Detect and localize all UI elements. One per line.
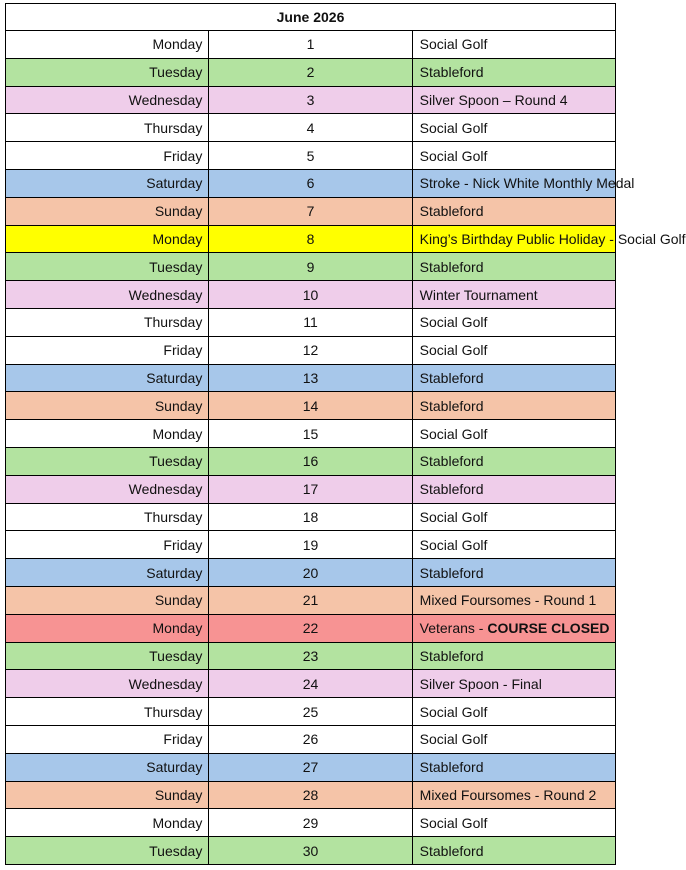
event-text: Stableford: [419, 258, 484, 275]
event-text: Stableford: [419, 842, 484, 859]
event-cell: [412, 753, 615, 781]
day-cell: Friday: [6, 725, 209, 753]
calendar-container: [5, 3, 686, 865]
day-cell: Saturday: [6, 559, 209, 587]
event-cell: [412, 31, 615, 59]
table-row: [6, 586, 616, 614]
day-cell: Tuesday: [6, 642, 209, 670]
event-cell: [412, 809, 615, 837]
event-cell: [412, 420, 615, 448]
table-row: [6, 781, 616, 809]
day-cell: Friday: [6, 336, 209, 364]
date-cell: 9: [209, 253, 412, 281]
event-text: Stableford: [419, 203, 484, 220]
table-row: [6, 336, 616, 364]
date-cell: 4: [209, 114, 412, 142]
table-row: [6, 308, 616, 336]
event-cell: [412, 308, 615, 336]
event-text: Stableford: [419, 481, 484, 498]
event-text: Social Golf: [419, 731, 488, 748]
calendar-table: [5, 3, 686, 865]
event-cell: [412, 475, 615, 503]
date-cell: 24: [209, 670, 412, 698]
event-cell: [412, 725, 615, 753]
table-row: [6, 725, 616, 753]
date-cell: 27: [209, 753, 412, 781]
event-text: Stroke - Nick White Monthly Medal: [419, 175, 635, 192]
day-cell: Thursday: [6, 698, 209, 726]
event-text: Stableford: [419, 759, 484, 776]
day-cell: Sunday: [6, 392, 209, 420]
date-cell: 1: [209, 31, 412, 59]
calendar-body: [6, 31, 686, 865]
date-cell: 6: [209, 169, 412, 197]
event-text: Silver Spoon – Round 4: [419, 91, 568, 108]
event-text: Stableford: [419, 64, 484, 81]
table-row: [6, 86, 616, 114]
event-cell: [412, 837, 615, 865]
event-cell: [412, 86, 615, 114]
event-text: Veterans -: [419, 620, 488, 637]
day-cell: Wednesday: [6, 281, 209, 309]
event-text: Silver Spoon - Final: [419, 675, 542, 692]
date-cell: 18: [209, 503, 412, 531]
date-cell: 19: [209, 531, 412, 559]
table-row: [6, 420, 616, 448]
table-row: [6, 837, 616, 865]
date-cell: 2: [209, 58, 412, 86]
date-cell: 15: [209, 420, 412, 448]
event-cell: [412, 698, 615, 726]
date-cell: 28: [209, 781, 412, 809]
event-cell: [412, 142, 615, 170]
day-cell: Friday: [6, 531, 209, 559]
event-bold-text: COURSE CLOSED: [487, 620, 610, 637]
event-text: Stableford: [419, 647, 484, 664]
event-cell: [412, 253, 615, 281]
event-text: Winter Tournament: [419, 286, 538, 303]
event-cell: [412, 197, 615, 225]
day-cell: Sunday: [6, 781, 209, 809]
table-row: [6, 809, 616, 837]
table-row: [6, 392, 616, 420]
day-cell: Tuesday: [6, 253, 209, 281]
day-cell: Tuesday: [6, 447, 209, 475]
table-row: [6, 253, 616, 281]
table-row: [6, 670, 616, 698]
event-text: Stableford: [419, 397, 484, 414]
day-cell: Wednesday: [6, 86, 209, 114]
day-cell: Friday: [6, 142, 209, 170]
date-cell: 16: [209, 447, 412, 475]
event-text: Social Golf: [419, 36, 488, 53]
event-text: Stableford: [419, 369, 484, 386]
date-cell: 17: [209, 475, 412, 503]
date-cell: 29: [209, 809, 412, 837]
event-cell: [412, 392, 615, 420]
day-cell: Monday: [6, 225, 209, 253]
event-cell: [412, 58, 615, 86]
date-cell: 3: [209, 86, 412, 114]
date-cell: 11: [209, 308, 412, 336]
table-row: [6, 614, 616, 642]
date-cell: 23: [209, 642, 412, 670]
event-text: Social Golf: [419, 147, 488, 164]
date-cell: 25: [209, 698, 412, 726]
date-cell: 14: [209, 392, 412, 420]
event-cell: [412, 336, 615, 364]
day-cell: Monday: [6, 809, 209, 837]
event-text: Social Golf: [419, 508, 488, 525]
table-row: [6, 531, 616, 559]
date-cell: 22: [209, 614, 412, 642]
event-text: Social Golf: [419, 425, 488, 442]
date-cell: 8: [209, 225, 412, 253]
event-cell: [412, 447, 615, 475]
table-header-row: [6, 4, 616, 31]
table-row: [6, 114, 616, 142]
day-cell: Thursday: [6, 503, 209, 531]
table-row: [6, 503, 616, 531]
day-cell: Wednesday: [6, 670, 209, 698]
event-text: Stableford: [419, 564, 484, 581]
table-row: [6, 698, 616, 726]
table-row: [6, 642, 616, 670]
day-cell: Monday: [6, 614, 209, 642]
event-cell: [412, 642, 615, 670]
event-text: Social Golf: [419, 342, 488, 359]
date-cell: 21: [209, 586, 412, 614]
table-row: [6, 753, 616, 781]
day-cell: Sunday: [6, 586, 209, 614]
event-text: Social Golf: [419, 119, 488, 136]
event-text: Mixed Foursomes - Round 1: [419, 592, 597, 609]
event-cell: [412, 670, 615, 698]
table-row: [6, 58, 616, 86]
event-cell: [412, 586, 615, 614]
event-cell: [412, 559, 615, 587]
event-text: Mixed Foursomes - Round 2: [419, 786, 597, 803]
table-row: [6, 169, 616, 197]
day-cell: Monday: [6, 31, 209, 59]
event-cell: [412, 781, 615, 809]
date-cell: 12: [209, 336, 412, 364]
event-text: Social Golf: [419, 314, 488, 331]
event-cell: [412, 364, 615, 392]
event-cell: [412, 531, 615, 559]
table-row: [6, 197, 616, 225]
date-cell: 30: [209, 837, 412, 865]
date-cell: 13: [209, 364, 412, 392]
date-cell: 5: [209, 142, 412, 170]
day-cell: Wednesday: [6, 475, 209, 503]
date-cell: 20: [209, 559, 412, 587]
day-cell: Thursday: [6, 308, 209, 336]
day-cell: Saturday: [6, 364, 209, 392]
day-cell: Tuesday: [6, 837, 209, 865]
event-cell: [412, 169, 635, 197]
day-cell: Saturday: [6, 753, 209, 781]
event-text: Social Golf: [419, 703, 488, 720]
date-cell: 7: [209, 197, 412, 225]
event-cell: [412, 614, 615, 642]
event-text: Stableford: [419, 453, 484, 470]
event-text: Social Golf: [419, 536, 488, 553]
table-row: [6, 447, 616, 475]
day-cell: Saturday: [6, 169, 209, 197]
table-row: [6, 559, 616, 587]
day-cell: Monday: [6, 420, 209, 448]
event-cell: [412, 225, 686, 253]
day-cell: Thursday: [6, 114, 209, 142]
table-row: [6, 225, 616, 253]
event-cell: [412, 281, 615, 309]
day-cell: Tuesday: [6, 58, 209, 86]
table-row: [6, 475, 616, 503]
event-text: King’s Birthday Public Holiday - Social Golf: [419, 230, 686, 247]
date-cell: 26: [209, 725, 412, 753]
date-cell: 10: [209, 281, 412, 309]
day-cell: Sunday: [6, 197, 209, 225]
month-title: June 2026: [6, 4, 616, 31]
event-text: Social Golf: [419, 814, 488, 831]
table-row: [6, 364, 616, 392]
table-row: [6, 31, 616, 59]
event-cell: [412, 503, 615, 531]
table-row: [6, 142, 616, 170]
event-cell: [412, 114, 615, 142]
table-row: [6, 281, 616, 309]
